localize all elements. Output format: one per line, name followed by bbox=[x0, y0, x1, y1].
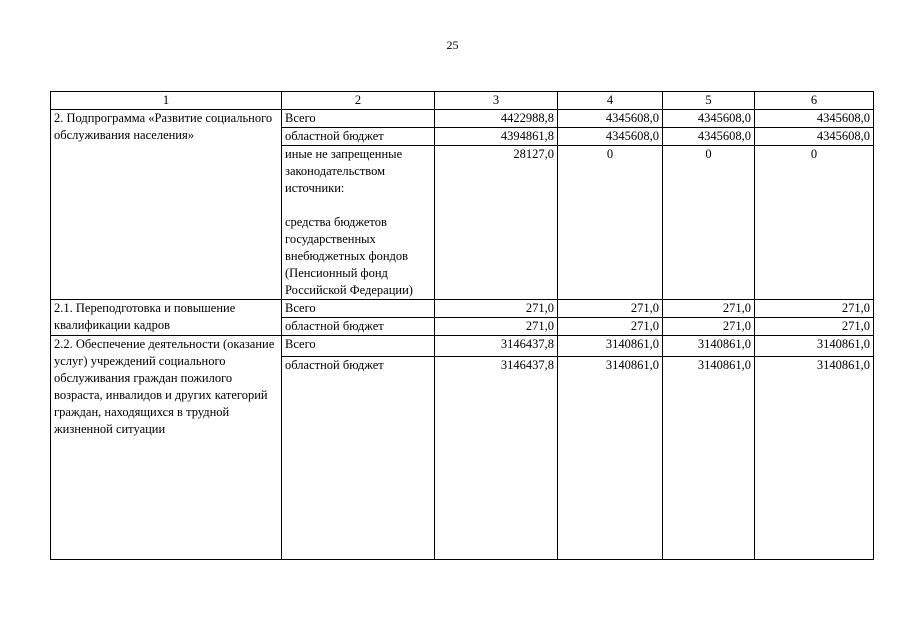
table-cell: 3140861,0 bbox=[558, 357, 663, 560]
column-header: 5 bbox=[663, 92, 755, 110]
row-label: областной бюджет bbox=[282, 128, 435, 146]
row-label: областной бюджет bbox=[282, 318, 435, 336]
column-header: 1 bbox=[51, 92, 282, 110]
table-cell: 0 bbox=[663, 146, 755, 300]
budget-table bbox=[50, 91, 874, 560]
other-sources-label: иные не запрещенные законодательством источники: bbox=[285, 147, 403, 195]
row-label bbox=[282, 146, 435, 300]
table-cell: 271,0 bbox=[755, 318, 874, 336]
table-cell: 271,0 bbox=[755, 300, 874, 318]
table-cell: 0 bbox=[558, 146, 663, 300]
table-cell: 3140861,0 bbox=[558, 336, 663, 357]
table-cell: 271,0 bbox=[663, 318, 755, 336]
pension-fund-label: средства бюджетов государственных внебюджетных фондов (Пенсионный фонд Российской Федерации) bbox=[285, 215, 413, 297]
table-cell: 3140861,0 bbox=[663, 357, 755, 560]
measure-title: 2.1. Переподготовка и повышение квалификации кадров bbox=[51, 300, 282, 336]
table-cell: 3140861,0 bbox=[755, 357, 874, 560]
table-cell: 4345608,0 bbox=[558, 128, 663, 146]
table-cell: 4345608,0 bbox=[663, 128, 755, 146]
table-cell: 3146437,8 bbox=[435, 336, 558, 357]
table-cell: 271,0 bbox=[435, 300, 558, 318]
table-cell: 271,0 bbox=[558, 300, 663, 318]
table-cell: 3140861,0 bbox=[755, 336, 874, 357]
row-label: Всего bbox=[282, 300, 435, 318]
row-label: Всего bbox=[282, 110, 435, 128]
table-cell: 4422988,8 bbox=[435, 110, 558, 128]
page-number: 25 bbox=[446, 38, 459, 52]
table-cell: 271,0 bbox=[558, 318, 663, 336]
table-cell: 4345608,0 bbox=[558, 110, 663, 128]
table-cell: 4394861,8 bbox=[435, 128, 558, 146]
table-cell: 4345608,0 bbox=[755, 128, 874, 146]
table-cell: 4345608,0 bbox=[755, 110, 874, 128]
header-row bbox=[51, 92, 874, 110]
column-header: 2 bbox=[282, 92, 435, 110]
table-cell: 4345608,0 bbox=[663, 110, 755, 128]
table-cell: 271,0 bbox=[435, 318, 558, 336]
row-label: Всего bbox=[282, 336, 435, 357]
table-cell: 28127,0 bbox=[435, 146, 558, 300]
table-row bbox=[51, 300, 874, 318]
table-cell: 271,0 bbox=[663, 300, 755, 318]
table-row bbox=[51, 110, 874, 128]
row-label: областной бюджет bbox=[282, 357, 435, 560]
table-cell: 3146437,8 bbox=[435, 357, 558, 560]
table-row bbox=[51, 336, 874, 357]
column-header: 4 bbox=[558, 92, 663, 110]
table-cell: 3140861,0 bbox=[663, 336, 755, 357]
column-header: 6 bbox=[755, 92, 874, 110]
program-title: 2. Подпрограмма «Развитие социального обслуживания населения» bbox=[51, 110, 282, 300]
measure-title: 2.2. Обеспечение деятельности (оказание услуг) учреждений социального обслуживания граждан пожилого возраста, инвалидов и других категорий граждан, находящихся в трудной жизненной ситуации bbox=[51, 336, 282, 560]
table-cell: 0 bbox=[755, 146, 874, 300]
column-header: 3 bbox=[435, 92, 558, 110]
